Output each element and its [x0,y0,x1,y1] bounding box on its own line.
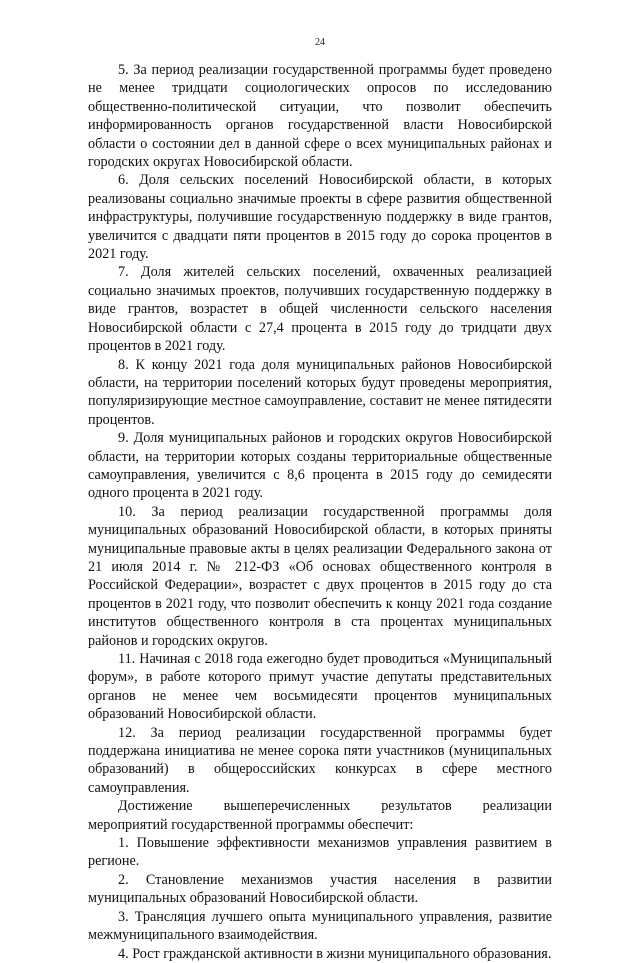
paragraph-result-6: 6. Доля сельских поселений Новосибирской области, в которых реализованы социально значимые проекты в сфере развития общественной инфраструктуры, получившие государственную поддержку в виде грантов, увеличится с двадцати пяти процентов в 2015 году до сорока процентов в 2021 году. [88,172,552,263]
page-number: 24 [315,37,325,48]
paragraph-outcome-3: 3. Трансляция лучшего опыта муниципального управления, развитие межмуниципального взаимодействия. [88,908,552,944]
paragraph-result-9: 9. Доля муниципальных районов и городских округов Новосибирской области, на территории которых созданы территориальные общественные самоуправления, увеличится с 8,6 процента в 2015 году до семидесяти одного процента в 2021 году. [88,430,552,502]
paragraph-result-12: 12. За период реализации государственной программы будет поддержана инициатива не менее сорока пяти участников (муниципальных образований) в общероссийских конкурсах в сфере местного самоуправления. [88,724,552,796]
paragraph-achievement-intro: Достижение вышеперечисленных результатов реализации мероприятий государственной программы обеспечит: [88,798,552,833]
document-body [88,61,552,963]
paragraph-result-7: 7. Доля жителей сельских поселений, охваченных реализацией социально значимых проектов, получивших государственную поддержку в виде грантов, возрастет в общей численности сельского населения Новосибирской области с 27,4 процента в 2015 году до тридцати двух процентов в 2021 году. [88,264,552,355]
paragraph-outcome-2: 2. Становление механизмов участия населения в развитии муниципальных образований Новосибирской области. [88,871,552,907]
paragraph-result-5: 5. За период реализации государственной программы будет проведено не менее тридцати социологических опросов по исследованию общественно-политической ситуации, что позволит обеспечить информированность органов государственной власти Новосибирской области о состоянии дел в данной сфере о всех муниципальных районах и городских округах Новосибирской области. [88,62,552,171]
paragraph-result-10: 10. За период реализации государственной программы доля муниципальных образований Новосибирской области, в которых приняты муниципальные правовые акты в целях реализации Федерального закона от 21 июля 2014 г. № 212-ФЗ «Об основах общественного контроля в Российской Федерации», возрастет с двух процентов в 2015 году до ста процентов в 2021 году, что позволит обеспечить к концу 2021 года создание институтов общественного контроля в ста процентах муниципальных районов и городских округов. [88,503,552,649]
paragraph-result-8: 8. К концу 2021 года доля муниципальных районов Новосибирской области, на территории поселений которых будут проведены мероприятия, популяризирующие местное самоуправление, составит не менее пятидесяти процентов. [88,356,552,428]
paragraph-result-11: 11. Начиная с 2018 года ежегодно будет проводиться «Муниципальный форум», в работе которого примут участие депутаты представительных органов не менее чем восьмидесяти процентов муниципальных образований Новосибирской области. [88,651,552,723]
paragraph-outcome-1: 1. Повышение эффективности механизмов управления развитием в регионе. [88,835,552,870]
paragraph-outcome-4: 4. Рост гражданской активности в жизни муниципального образования. [118,945,552,962]
